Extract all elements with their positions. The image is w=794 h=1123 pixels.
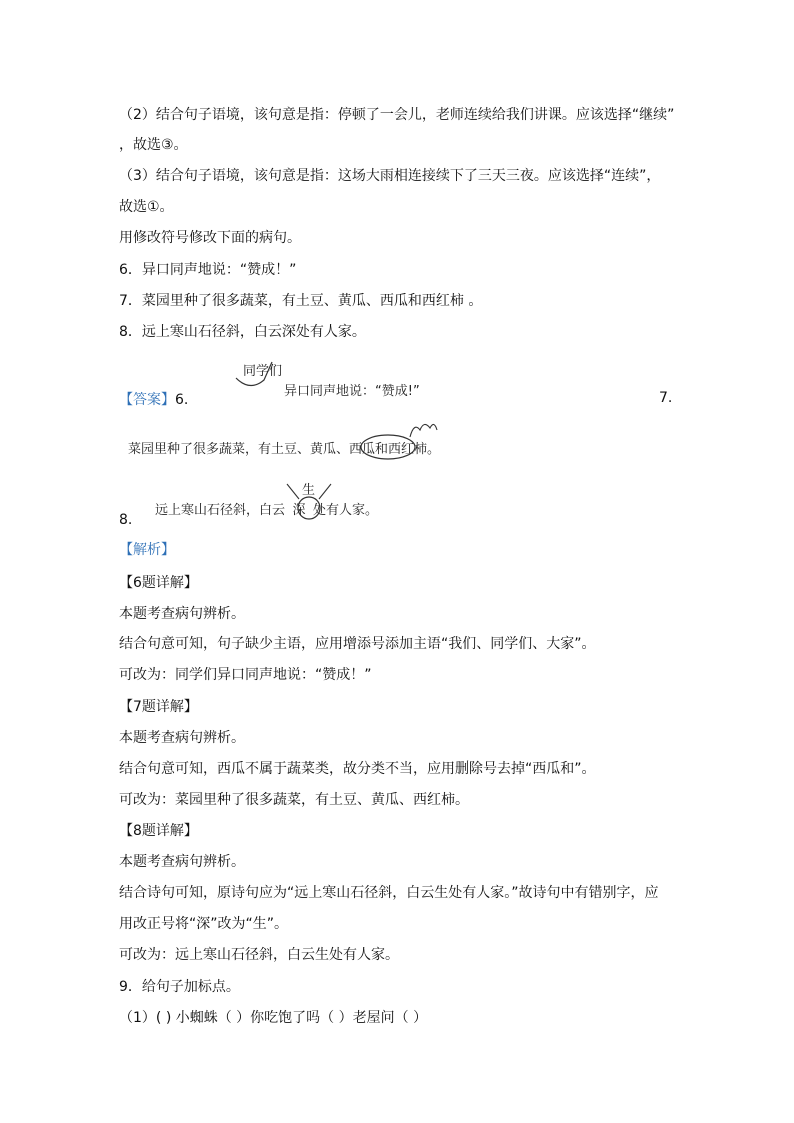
q6-corrected-sentence: 异口同声地说：“赞成!” (284, 384, 420, 399)
delete-loop-mark (410, 424, 437, 437)
question-7: 7．菜园里种了很多蔬菜，有土豆、黄瓜、西瓜和西红柿 。 (119, 293, 483, 309)
answer-line-3: （3）结合句子语境，该句意是指：这场大雨相连接续下了三天三夜。应该选择“连续”， (119, 168, 661, 184)
answer-line-3-cont: 故选①。 (119, 199, 174, 215)
detail-6-p3: 可改为：同学们异口同声地说：“赞成！” (119, 667, 372, 683)
detail-7-title: 【7题详解】 (119, 699, 198, 715)
q8-post: 处有人家。 (313, 503, 379, 518)
q8-wrong-char: 深 (292, 503, 306, 518)
answer-label-text: 【答案】 (119, 392, 175, 408)
answer-line-2: （2）结合句子语境，该句意是指：停顿了一会儿，老师连续给我们讲课。应该选择“继续” (119, 107, 675, 123)
detail-7-p2: 结合句意可知，西瓜不属于蔬菜类，故分类不当，应用删除号去掉“西瓜和”。 (119, 761, 596, 777)
correct-line-right (319, 484, 331, 499)
q7-post: 西红柿。 (388, 442, 441, 457)
answer-num-6: 6. (175, 392, 189, 408)
answer-line-2-cont: ，故选③。 (119, 137, 188, 153)
detail-7-p1: 本题考查病句辨析。 (119, 730, 245, 746)
detail-8-title: 【8题详解】 (119, 823, 198, 839)
detail-8-p1: 本题考查病句辨析。 (119, 854, 245, 870)
detail-8-p3: 用改正号将“深”改为“生”。 (119, 916, 289, 932)
question-9-title: 9．给句子加标点。 (119, 979, 240, 995)
detail-6-p2: 结合句意可知，句子缺少主语，应用增添号添加主语“我们、同学们、大家”。 (119, 636, 596, 652)
detail-6-title: 【6题详解】 (119, 575, 198, 591)
answer-num-7: 7. (659, 390, 673, 406)
q7-pre: 菜园里种了很多蔬菜，有土豆、黄瓜、 (128, 442, 350, 457)
correct-line-left (287, 484, 299, 499)
detail-6-p1: 本题考查病句辨析。 (119, 606, 245, 622)
question-6: 6．异口同声地说：“赞成！” (119, 262, 297, 278)
question-9-line-1: （1）( ) 小蜘蛛（ ）你吃饱了吗（ ）老屋问（ ） (119, 1010, 428, 1026)
q8-corrected-sentence (155, 499, 378, 518)
q8-pre: 远上寒山石径斜，白云 (155, 503, 286, 518)
detail-8-p2: 结合诗句可知，原诗句应为“远上寒山石径斜，白云生处有人家。”故诗句中有错别字，应 (119, 885, 659, 901)
q8-correct-char: 生 (302, 483, 316, 498)
q6-inserted-word: 同学们 (243, 364, 283, 379)
analysis-label: 【解析】 (119, 542, 175, 558)
section-instruction: 用修改符号修改下面的病句。 (119, 230, 301, 246)
q7-deleted-words: 西瓜和 (349, 442, 389, 457)
answer-num-8: 8. (119, 512, 133, 528)
detail-8-p4: 可改为：远上寒山石径斜，白云生处有人家。 (119, 947, 399, 963)
question-8: 8．远上寒山石径斜，白云深处有人家。 (119, 324, 366, 340)
q7-corrected-sentence (128, 438, 440, 457)
detail-7-p3: 可改为：菜园里种了很多蔬菜，有土豆、黄瓜、西红柿。 (119, 792, 469, 808)
